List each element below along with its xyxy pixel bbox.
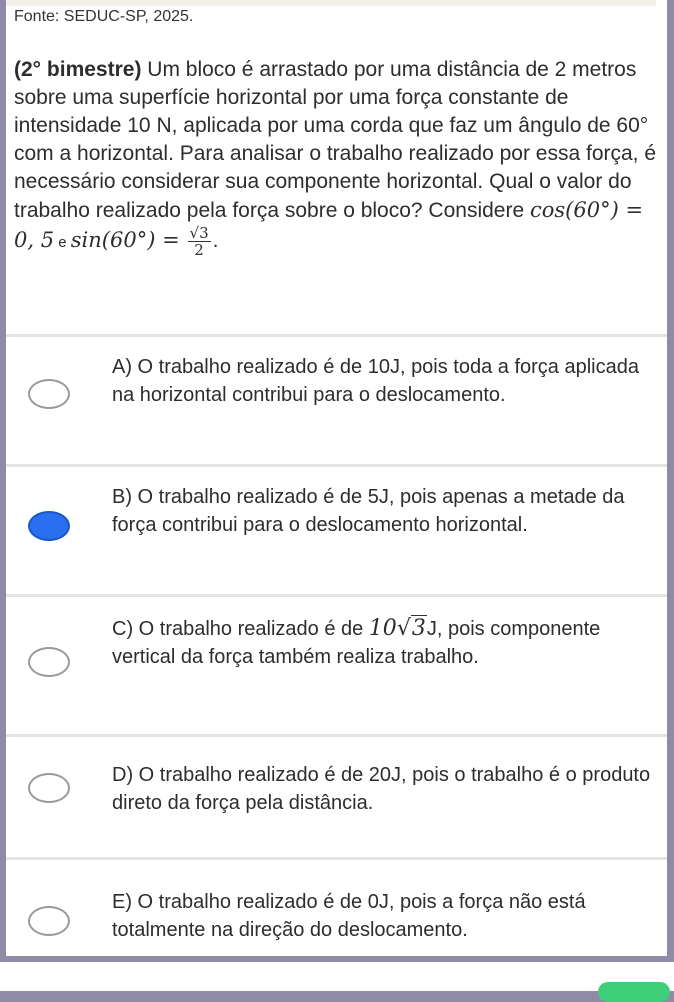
option-c[interactable] xyxy=(6,597,667,734)
question-angle: 60° xyxy=(616,114,649,137)
cos-expression: cos(60°) = xyxy=(530,198,644,222)
option-c-text-after: J, pois componente vertical da força também realiza trabalho. xyxy=(112,618,601,668)
option-a-text: A) O trabalho realizado é de 10J, pois toda a força aplicada na horizontal contribui para o deslocamento. xyxy=(112,356,639,406)
option-c-text xyxy=(112,615,660,671)
top-band xyxy=(6,0,656,6)
sin-denominator: 2 xyxy=(194,241,204,259)
sin-fraction xyxy=(188,225,211,258)
option-e-text: E) O trabalho realizado é de 0J, pois a força não está totalmente na direção do deslocamento. xyxy=(112,891,586,941)
source-text: Fonte: SEDUC-SP, 2025. xyxy=(14,8,194,25)
question-text-part1: Um bloco é arrastado por uma distância de 2 metros sobre uma superfície horizontal por uma força constante de intensidade 10 N, aplicada por uma corda que faz um ângulo de xyxy=(14,58,637,137)
cos-value: 0, 5 xyxy=(14,228,55,253)
option-d-radio[interactable] xyxy=(28,773,70,803)
option-d-text: D) O trabalho realizado é de 20J, pois o trabalho é o produto direto da força pela distância. xyxy=(112,764,651,814)
option-b-radio[interactable] xyxy=(28,511,70,541)
next-button[interactable] xyxy=(598,982,670,1002)
question-text-part2: com a horizontal. Para analisar o trabalho realizado por essa força, é necessário considerar sua componente horizontal. Qual o valor do trabalho realizado pela força sobre o bloco? Considere xyxy=(14,142,657,222)
option-b-text: B) O trabalho realizado é de 5J, pois apenas a metade da força contribui para o deslocamento horizontal. xyxy=(112,486,625,536)
question-card xyxy=(6,0,667,956)
option-c-radio[interactable] xyxy=(28,647,70,677)
option-a[interactable] xyxy=(6,337,667,464)
option-c-math xyxy=(369,615,427,641)
and-word: e xyxy=(54,234,71,252)
question-statement xyxy=(14,56,662,258)
option-d[interactable] xyxy=(6,737,667,857)
option-c-text-before: C) O trabalho realizado é de xyxy=(112,618,369,640)
option-c-radicand: 3 xyxy=(411,616,426,641)
sin-numerator: √3 xyxy=(189,224,209,242)
option-c-coef: 10 xyxy=(368,616,397,641)
option-e[interactable] xyxy=(6,860,667,956)
option-c-radical: √ xyxy=(396,616,411,641)
question-end: . xyxy=(212,229,219,253)
option-e-radio[interactable] xyxy=(28,906,70,936)
option-a-radio[interactable] xyxy=(28,379,70,409)
question-tag: (2° bimestre) xyxy=(14,58,142,81)
footer xyxy=(0,962,674,991)
sin-expression: sin(60°) = xyxy=(70,228,180,253)
option-b[interactable] xyxy=(6,467,667,594)
